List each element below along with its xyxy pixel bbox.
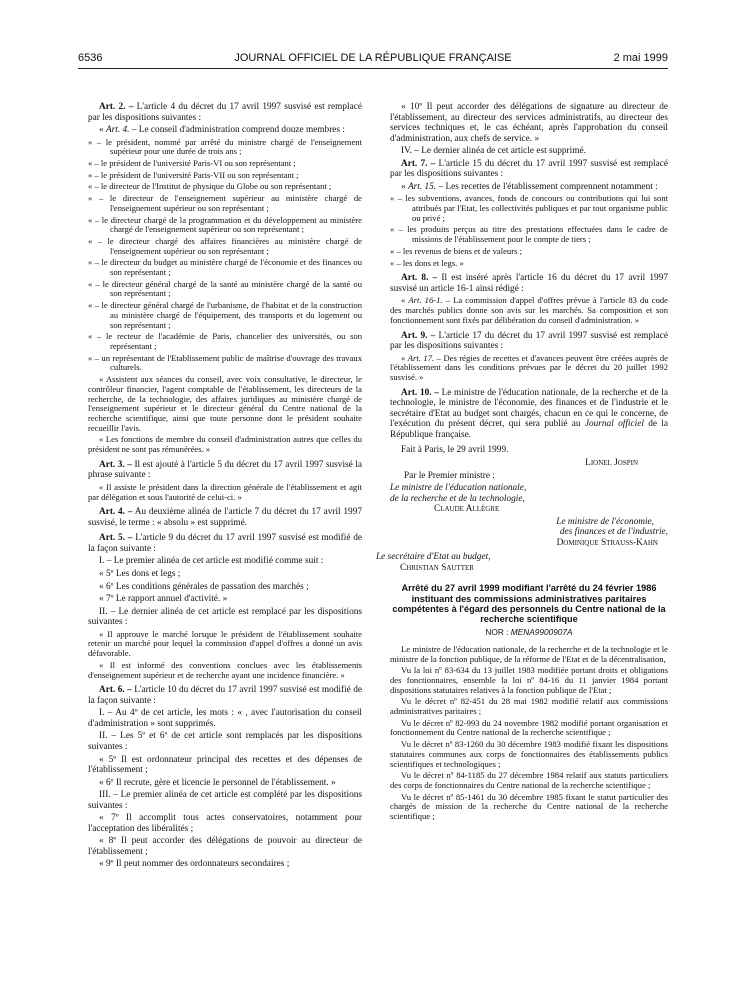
visa-item: Vu le décret nº 82-451 du 28 mai 1982 modifié relatif aux commissions administratives paritaires ;: [390, 696, 668, 717]
paragraph: « 7º Il accomplit tous actes conservatoires, notamment pour l'acceptation des libéralités ;: [88, 813, 362, 834]
article-heading: Art. 7. –: [401, 158, 436, 169]
article-text: L'article 17 du décret du 17 avril 1997 susvisé est remplacé par les dispositions suivantes :: [390, 330, 669, 352]
article-6: [88, 685, 362, 706]
article-text: L'article 15 du décret du 17 avril 1997 susvisé est remplacé par les dispositions suivantes :: [390, 158, 669, 180]
article-10: [390, 388, 668, 441]
minister-title-line: Le secrétaire d'Etat au budget,: [376, 552, 491, 563]
quoted-text: – Des régies de recettes et d'avances peuvent être créées auprès de l'établissement dans les conditions prévues par le décret du 20 juillet 1992 susvisé. »: [390, 352, 668, 382]
article-text: L'article 4 du décret du 17 avril 1997 susvisé est remplacé par les dispositions suivantes :: [88, 102, 362, 123]
visa-item: Vu le décret nº 82-993 du 24 novembre 1982 modifié portant organisation et fonctionnement du Centre national de la recherche scientifique ;: [390, 717, 668, 738]
quote-mark: «: [401, 181, 408, 192]
quote-mark: «: [401, 295, 409, 306]
list-item: « – les dons et legs. »: [390, 257, 464, 268]
minister-title-line: Le ministre de l'éducation nationale,: [390, 483, 527, 494]
paragraph: III. – Le premier alinéa de cet article est complété par les dispositions suivantes :: [88, 790, 362, 811]
paragraph: IV. – Le dernier alinéa de cet article est supprimé.: [401, 146, 586, 157]
paragraph: « 9º Il peut nommer des ordonnateurs secondaires ;: [99, 859, 290, 870]
paragraph: II. – Les 5º et 6º de cet article sont remplacés par les dispositions suivantes :: [88, 731, 362, 752]
article-heading: Art. 10. –: [401, 387, 439, 398]
article-text: L'article 9 du décret du 17 avril 1997 susvisé est modifié de la façon suivante :: [88, 533, 362, 554]
signatory-name: Dominique Strauss-Kahn: [556, 537, 658, 548]
article-4: [88, 507, 362, 528]
article-text: Au deuxième alinéa de l'article 7 du décret du 17 avril 1997 susvisé, le terme : « absolu » est supprimé.: [88, 507, 363, 528]
article-7: [390, 159, 668, 180]
signatory-name: Claude Allègre: [434, 504, 500, 515]
quoted-article-15: [390, 182, 668, 193]
article-text: L'article 10 du décret du 17 avril 1997 susvisé est modifié de la façon suivante :: [88, 685, 363, 706]
paragraph: Le ministre de l'éducation nationale, de la recherche et de la technologie et le ministre de la fonction publique, de la réforme de l'Etat et de la décentralisation,: [390, 643, 668, 664]
list-item: « – le président de l'université Paris-VII ou son représentant ;: [88, 169, 299, 180]
paragraph: I. – Au 4º de cet article, les mots : « , avec l'autorisation du conseil d'administration » sont supprimés.: [88, 708, 362, 729]
right-column: [376, 102, 669, 824]
quoted-text: – Le conseil d'administration comprend douze membres :: [129, 125, 345, 136]
quoted-article-ref: Art. 16-1.: [408, 295, 443, 306]
article-3: [88, 460, 362, 481]
minister-title-line: Le ministre de l'économie,: [556, 516, 654, 527]
page-number: 6536: [78, 52, 103, 64]
article-heading: Art. 4. –: [99, 507, 133, 518]
page-header: [78, 50, 668, 66]
list-item: « – le directeur de l'Institut de physique du Globe ou son représentant ;: [88, 181, 332, 192]
list-item: « 5º Les dons et legs ;: [99, 568, 181, 579]
article-text: de la République française.: [390, 419, 668, 440]
quoted-article-ref: Art. 4.: [105, 125, 130, 136]
visa-item: Vu la loi nº 83-634 du 13 juillet 1983 modifiée portant droits et obligations des fonctionnaires, ensemble la loi nº 84-16 du 11 janvier 1984 portant dispositions statutaires relatives à la fonction publique de l'Etat ;: [390, 665, 668, 695]
article-heading: Art. 3. –: [99, 459, 132, 470]
minister-title-line: de la recherche et de la technologie,: [390, 493, 525, 504]
nor-label: NOR :: [485, 627, 511, 638]
list-item: « – un représentant de l'Etablissement public de maîtrise d'ouvrage des travaux culturels.: [88, 352, 362, 373]
decree-title: Arrêté du 27 avril 1999 modifiant l'arrêté du 24 février 1986 instituant des commissions administratives paritaires compétentes à l'égard des personnels du Centre national de la recherche scientifique: [392, 583, 666, 625]
article-9: [390, 331, 668, 352]
paragraph: « 8º Il peut accorder des délégations de pouvoir au directeur de l'établissement ;: [88, 836, 362, 857]
left-column: [88, 102, 362, 872]
list-item: « – les subventions, avances, fonds de concours ou contributions qui lui sont attribués par l'Etat, les collectivités publiques et par tout organisme public ou privé ;: [390, 193, 668, 223]
paragraph: « Assistent aux séances du conseil, avec voix consultative, le directeur, le contrôleur financier, l'agent comptable de l'établissement, les directeurs de la recherche, de la technologie, des affaires juridiques au ministère chargé de l'enseignement supérieur et le directeur général du Centre national de la recherche scientifique, ainsi que toute personne dont le président souhaite recueillir l'avis.: [88, 374, 362, 433]
paragraph: II. – Le dernier alinéa de cet article est remplacé par les dispositions suivantes :: [88, 606, 362, 628]
paragraph: « Les fonctions de membre du conseil d'administration autres que celles du président ne sont pas rémunérées. »: [88, 434, 362, 455]
list-item: « – le recteur de l'académie de Paris, chancelier des universités, ou son représentant ;: [88, 331, 362, 351]
article-heading: Art. 2. –: [99, 102, 134, 112]
quote-mark: «: [99, 125, 106, 136]
visa-item: Vu le décret nº 84-1185 du 27 décembre 1984 relatif aux statuts particuliers des corps de fonctionnaires du Centre national de la recherche scientifique ;: [390, 770, 668, 790]
paragraph: I. – Le premier alinéa de cet article est modifié comme suit :: [99, 556, 324, 567]
nor-reference: [390, 627, 668, 638]
signatory-name: Christian Sautter: [400, 562, 474, 573]
paragraph: « Il est informé des conventions conclues avec les établissements d'enseignement supérieur et de recherche ayant une incidence financière. »: [88, 659, 362, 680]
article-heading: Art. 6. –: [99, 685, 132, 696]
visa-item: Vu le décret nº 85-1461 du 30 décembre 1985 fixant le statut particulier des chargés de mission de la recherche du Centre national de la recherche scientifique ;: [390, 791, 668, 822]
header-rule: [78, 68, 668, 69]
journal-title: JOURNAL OFFICIEL DE LA RÉPUBLIQUE FRANÇAISE: [234, 52, 512, 64]
journal-officiel-ref: Journal officiel: [584, 419, 644, 430]
list-item: « 7º Le rapport annuel d'activité. »: [99, 594, 228, 605]
article-heading: Art. 9. –: [401, 330, 436, 341]
quoted-article-16-1: [390, 296, 668, 325]
issue-date: 2 mai 1999: [613, 52, 668, 64]
article-5: [88, 533, 362, 554]
list-item: « – le directeur chargé de la programmation et du développement au ministère chargé de l'enseignement supérieur ou son représentant ;: [88, 214, 362, 235]
list-item: « – le directeur général chargé de l'urbanisme, de l'habitat et de la construction au ministère chargé de l'équipement, des transports et du logement ou son représentant ;: [88, 300, 362, 330]
list-item: « – le directeur de l'enseignement supérieur au ministère chargé de l'enseignement supérieur ou son représentant ;: [88, 193, 362, 213]
paragraph: « 6º Il recrute, gère et licencie le personnel de l'établissement. »: [99, 777, 336, 788]
paragraph: « Il approuve le marché lorsque le président de l'établissement souhaite retenir un marché pour lequel la commission d'appel d'offres a donné un avis défavorable.: [88, 628, 362, 659]
minister-title-line: des finances et de l'industrie,: [559, 527, 668, 538]
list-item: « – le président, nommé par arrêté du ministre chargé de l'enseignement supérieur pour une durée de trois ans ;: [88, 136, 362, 157]
quoted-article-ref: Art. 17.: [407, 352, 435, 363]
paragraph: « 10º Il peut accorder des délégations de signature au directeur de l'établissement, au directeur des services administratifs, au directeur des services techniques et, le cas échéant, après l'approbation du conseil d'administration, aux chefs de service. »: [390, 102, 668, 144]
quoted-text: – Les recettes de l'établissement comprennent notamment :: [436, 181, 658, 192]
article-heading: Art. 5. –: [99, 533, 133, 544]
quoted-article-4: [88, 125, 362, 136]
quoted-article-ref: Art. 15.: [407, 181, 437, 192]
quote-mark: «: [401, 352, 408, 363]
nor-code: MENA9900907A: [510, 627, 573, 638]
list-item: « – le directeur général chargé de la santé au ministère chargé de la santé ou son représentant ;: [88, 278, 362, 299]
list-item: « 6º Les conditions générales de passation des marchés ;: [99, 581, 309, 592]
list-item: « – les revenus de biens et de valeurs ;: [390, 245, 522, 256]
signature-date: Fait à Paris, le 29 avril 1999.: [401, 445, 509, 456]
article-heading: Art. 8. –: [401, 273, 438, 284]
signatory-by: Par le Premier ministre :: [404, 470, 495, 481]
quoted-text: – La commission d'appel d'offres prévue à l'article 83 du code des marchés publics donne son avis sur les marchés. Sa composition et son fonctionnement sont fixés par délibération du conseil d'administration. »: [390, 295, 668, 325]
article-2: [88, 102, 362, 123]
article-text: Le ministre de l'éducation nationale, de la recherche et de la technologie, le ministre de l'économie, des finances et de l'industrie et le secrétaire d'Etat au budget sont chargés, chacun en ce qui le concerne, de l'exécution du présent décret, qui sera publié au: [390, 387, 668, 430]
paragraph: « Il assiste le président dans la direction générale de l'établissement et agit par délégation et sous l'autorité de celui-ci. »: [88, 481, 362, 502]
paragraph: « 5º Il est ordonnateur principal des recettes et des dépenses de l'établissement ;: [88, 754, 362, 776]
visa-item: Vu le décret nº 83-1260 du 30 décembre 1983 modifié fixant les dispositions statutaires communes aux corps de fonctionnaires des établissements publics scientifiques et technologiques ;: [390, 739, 668, 769]
signatory-prime-minister: Lionel Jospin: [585, 457, 638, 468]
list-item: « – le directeur chargé des affaires financières au ministère chargé de l'enseignement supérieur ou son représentant ;: [88, 235, 362, 256]
list-item: « – le président de l'université Paris-VI ou son représentant ;: [88, 158, 296, 169]
article-text: Il est inséré après l'article 16 du décret du 17 avril 1997 susvisé un article 16-1 ainsi rédigé :: [390, 273, 669, 294]
quoted-article-17: [390, 354, 668, 383]
list-item: « – les produits perçus au titre des prestations effectuées dans le cadre de missions de l'établissement pour le compte de tiers ;: [390, 224, 668, 245]
article-text: Il est ajouté à l'article 5 du décret du 17 avril 1997 susvisé la phrase suivante :: [88, 459, 363, 481]
article-8: [390, 273, 668, 294]
list-item: « – le directeur du budget au ministère chargé de l'économie et des finances ou son représentant ;: [88, 257, 362, 278]
